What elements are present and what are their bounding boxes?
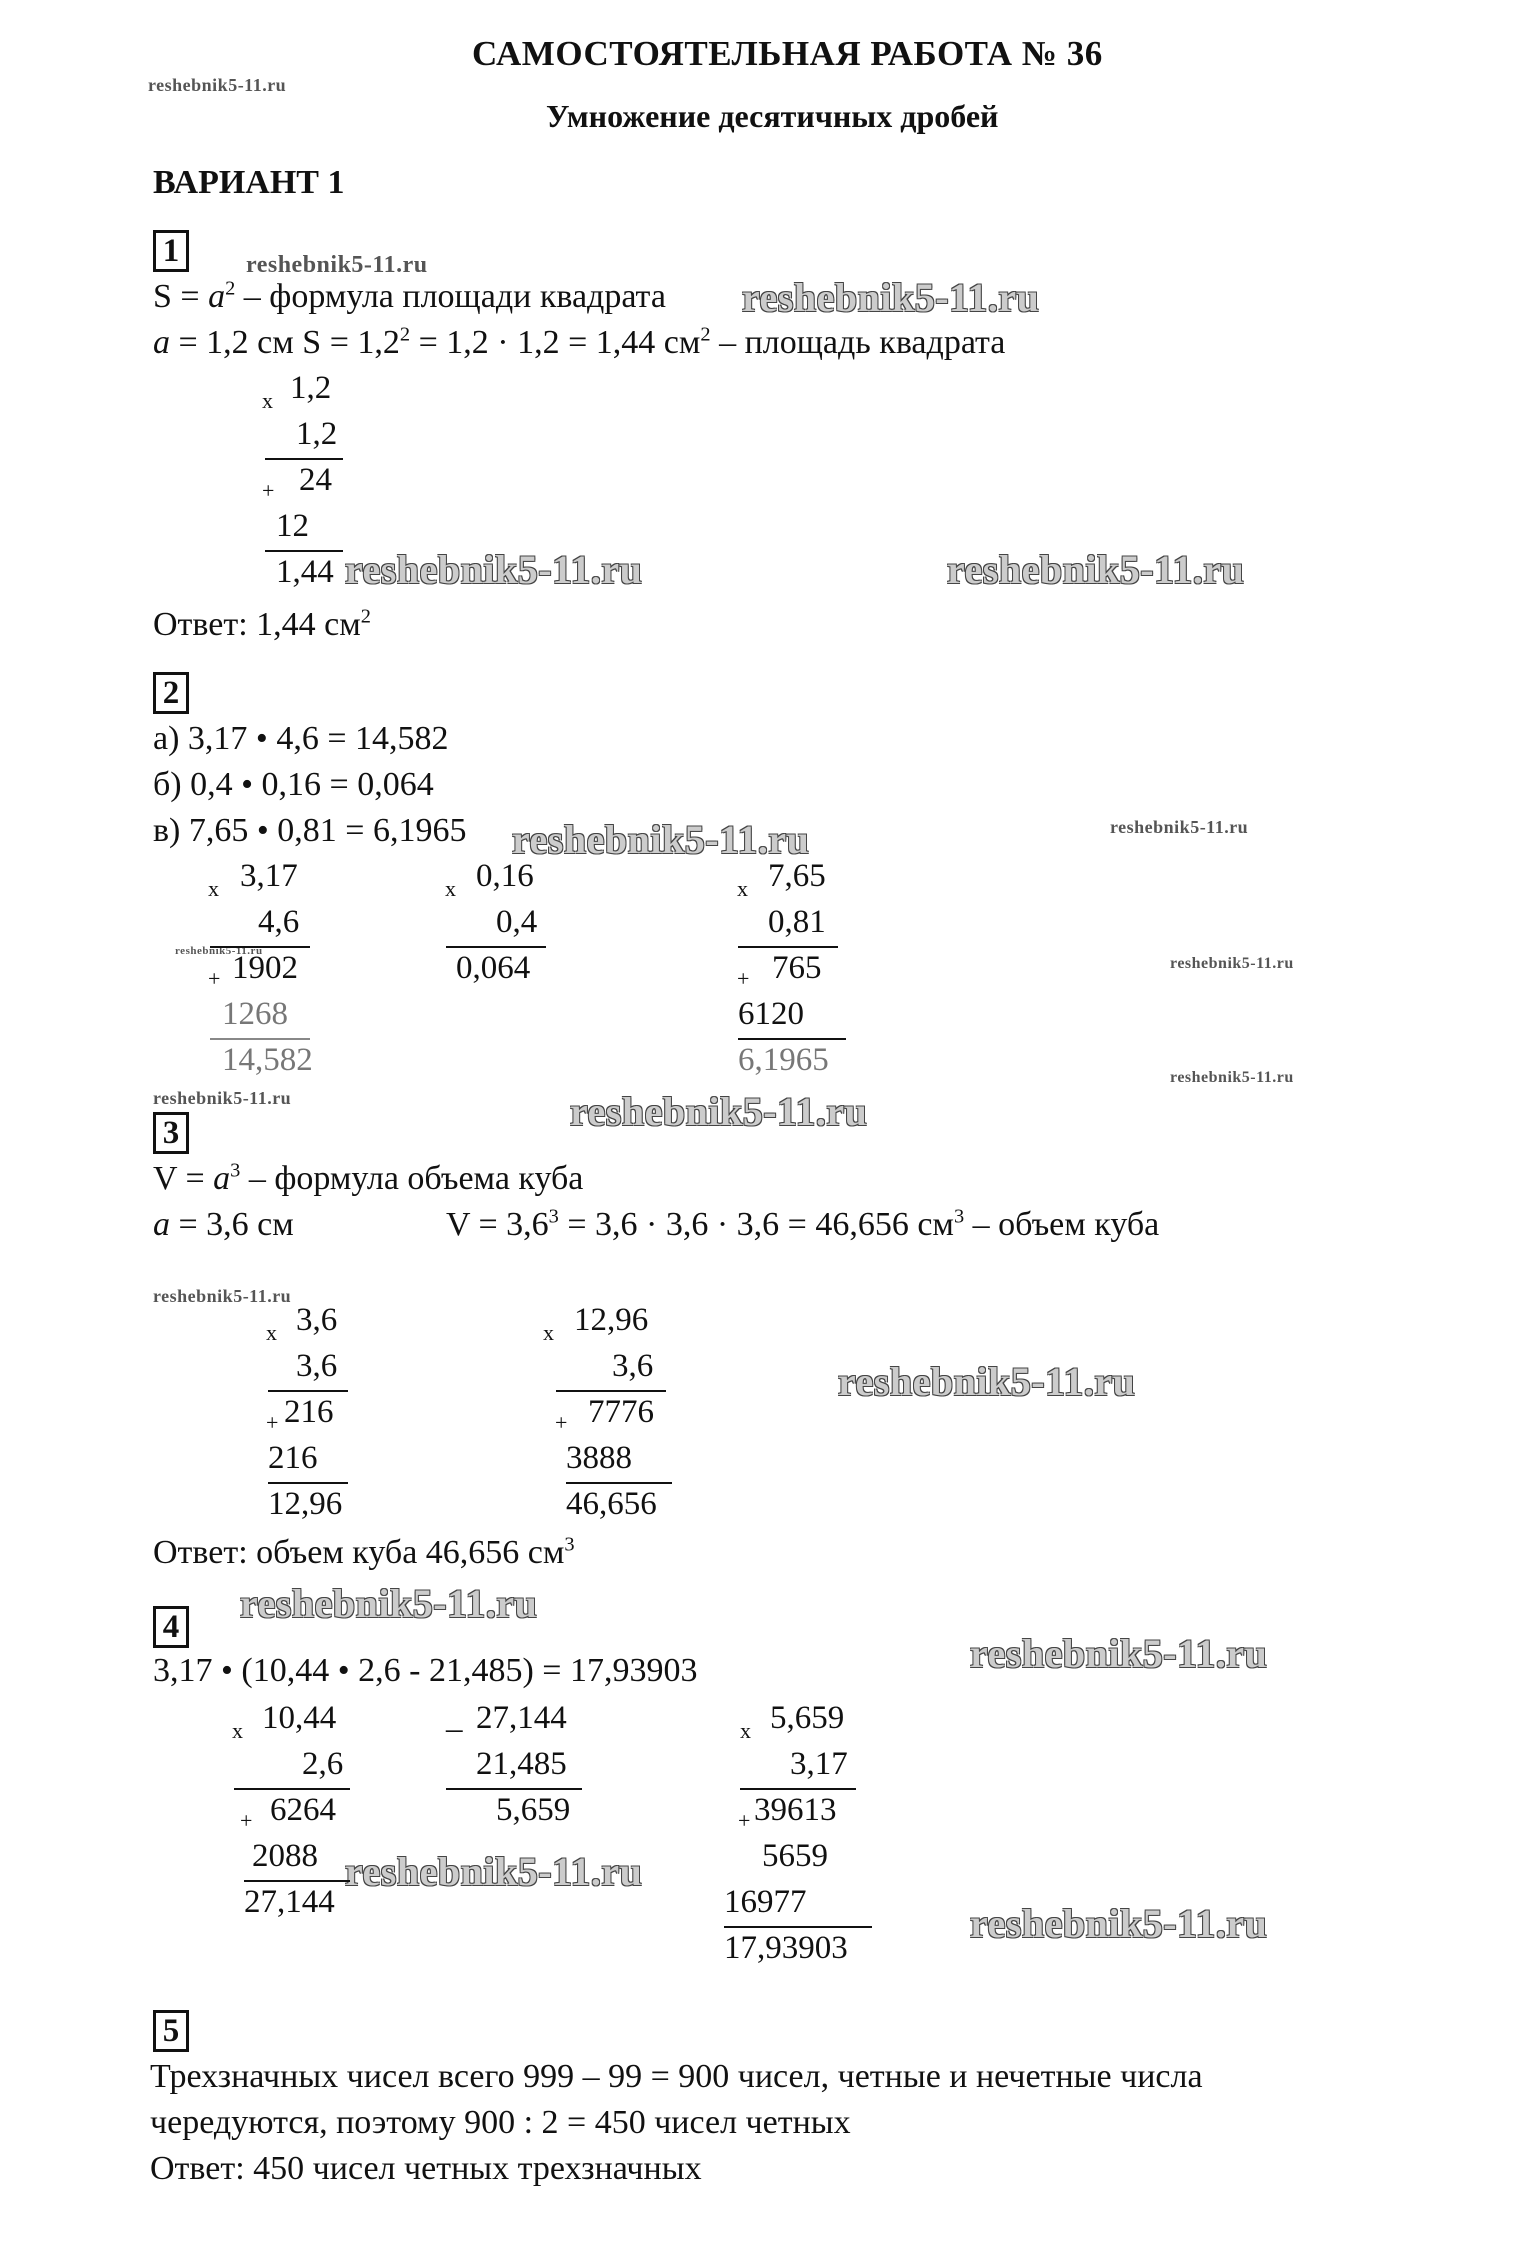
watermark: reshebnik5-11.ru (742, 275, 1040, 320)
task3-solution-part: V = 3,6 (446, 1206, 549, 1243)
task5-answer: Ответ: 450 чисел четных трехзначных (150, 2150, 702, 2187)
page-title: САМОСТОЯТЕЛЬНАЯ РАБОТА № 36 (472, 34, 1103, 73)
task3-formula-lhs: V = (153, 1160, 214, 1197)
calc-row: 2088 (252, 1838, 318, 1874)
task3-exp: 3 (230, 1159, 241, 1182)
watermark: reshebnik5-11.ru (175, 945, 263, 957)
task1-exp: 2 (399, 323, 411, 346)
task3-formula (153, 1160, 583, 1198)
calc-line (446, 946, 546, 948)
task1-exp: 2 (700, 323, 711, 346)
task3-var: a (213, 1160, 231, 1197)
watermark: reshebnik5-11.ru (153, 1088, 292, 1108)
multiply-sign: x (543, 1320, 554, 1345)
calc-row: 3,6 (612, 1348, 654, 1384)
task1-solution (153, 324, 1005, 362)
calc-row: 1,44 (276, 554, 334, 590)
watermark: reshebnik5-11.ru (838, 1359, 1136, 1404)
calc-row: 216 (268, 1440, 318, 1476)
calc-row: 24 (299, 462, 332, 498)
calc-line (265, 550, 343, 552)
calc-row: 16977 (724, 1884, 807, 1920)
multiply-sign: x (740, 1718, 751, 1743)
task4-expression: 3,17 • (10,44 • 2,6 - 21,485) = 17,93903 (153, 1652, 698, 1689)
calc-row: 216 (284, 1394, 334, 1430)
task-number-4: 4 (153, 1606, 189, 1648)
task1-solution-part: – площадь квадрата (710, 324, 1006, 361)
plus-sign: + (737, 966, 750, 991)
plus-sign: + (240, 1808, 253, 1833)
calc-row: 5,659 (770, 1700, 845, 1736)
watermark: reshebnik5-11.ru (153, 1286, 292, 1306)
calc-row: 27,144 (476, 1700, 567, 1736)
calc-row: 1,2 (296, 416, 338, 452)
calc-line (210, 946, 310, 948)
calc-line (738, 1038, 846, 1040)
calc-row: 7,65 (768, 858, 826, 894)
task3-var: a (153, 1206, 170, 1243)
task5-line1: Трехзначных чисел всего 999 – 99 = 900 чисел, четные и нечетные числа (150, 2058, 1203, 2095)
page-subtitle: Умножение десятичных дробей (546, 98, 999, 134)
calc-row: 3,6 (296, 1302, 338, 1338)
watermark: reshebnik5-11.ru (246, 252, 428, 278)
plus-sign: + (262, 478, 275, 503)
multiply-sign: x (232, 1718, 243, 1743)
answer-text: Ответ: 1,44 см (153, 606, 361, 643)
calc-row: 5659 (762, 1838, 828, 1874)
calc-row: 3,17 (240, 858, 298, 894)
calc-line (446, 1788, 582, 1790)
task3-given-value: = 3,6 см (170, 1206, 294, 1243)
watermark: reshebnik5-11.ru (345, 1849, 643, 1894)
calc-row: 6264 (270, 1792, 336, 1828)
answer-exp: 3 (564, 1533, 575, 1556)
watermark: reshebnik5-11.ru (970, 1631, 1268, 1676)
multiply-sign: x (208, 876, 219, 901)
calc-row: 6,1965 (738, 1042, 829, 1078)
calc-row: 765 (772, 950, 822, 986)
watermark: reshebnik5-11.ru (970, 1901, 1268, 1946)
task2-c: в) 7,65 • 0,81 = 6,1965 (153, 812, 467, 849)
calc-row: 21,485 (476, 1746, 567, 1782)
task3-given (153, 1206, 294, 1244)
task1-solution-part: = 1,2 см S = 1,2 (170, 324, 400, 361)
calc-line (244, 1880, 350, 1882)
calc-row: 12 (276, 508, 309, 544)
calc-row: 0,064 (456, 950, 531, 986)
calc-row: 27,144 (244, 1884, 335, 1920)
watermark: reshebnik5-11.ru (1110, 817, 1249, 837)
calc-row: 4,6 (258, 904, 300, 940)
plus-sign: + (738, 1808, 751, 1833)
calc-line (740, 1788, 856, 1790)
calc-row: 6120 (738, 996, 804, 1032)
watermark: reshebnik5-11.ru (512, 817, 810, 862)
task1-formula-text: – формула площади квадрата (235, 278, 666, 315)
watermark: reshebnik5-11.ru (1170, 1069, 1294, 1086)
watermark: reshebnik5-11.ru (947, 547, 1245, 592)
calc-row: 46,656 (566, 1486, 657, 1522)
calc-row: 1,2 (290, 370, 332, 406)
calc-line (234, 1788, 350, 1790)
minus-sign: _ (446, 1700, 463, 1736)
task3-solution-part: = 3,6 · 3,6 · 3,6 = 46,656 см (558, 1206, 954, 1243)
calc-row: 39613 (754, 1792, 837, 1828)
task1-answer (153, 606, 371, 644)
calc-row: 12,96 (268, 1486, 343, 1522)
calc-row: 14,582 (222, 1042, 313, 1078)
task2-a: а) 3,17 • 4,6 = 14,582 (153, 720, 449, 757)
calc-row: 0,16 (476, 858, 534, 894)
multiply-sign: x (445, 876, 456, 901)
watermark: reshebnik5-11.ru (240, 1581, 538, 1626)
calc-row: 7776 (588, 1394, 654, 1430)
calc-line (556, 1390, 666, 1392)
watermark: reshebnik5-11.ru (1170, 955, 1294, 972)
calc-row: 0,4 (496, 904, 538, 940)
task3-exp: 3 (953, 1205, 965, 1228)
calc-line (268, 1390, 348, 1392)
task-number-2: 2 (153, 672, 189, 714)
task3-solution-part: – объем куба (964, 1206, 1160, 1243)
calc-row: 5,659 (496, 1792, 571, 1828)
calc-row: 1902 (232, 950, 298, 986)
task1-var: a (153, 324, 170, 361)
calc-row: 3,17 (790, 1746, 848, 1782)
task3-exp: 3 (548, 1205, 559, 1228)
calc-row: 0,81 (768, 904, 826, 940)
calc-row: 1268 (222, 996, 288, 1032)
calc-line (268, 1482, 348, 1484)
task2-b: б) 0,4 • 0,16 = 0,064 (153, 766, 434, 803)
task5-line2: чередуются, поэтому 900 : 2 = 450 чисел четных (150, 2104, 851, 2141)
task1-formula (153, 278, 666, 316)
task1-solution-part: = 1,2 · 1,2 = 1,44 см (410, 324, 701, 361)
calc-row: 3,6 (296, 1348, 338, 1384)
calc-line (210, 1038, 310, 1040)
calc-line (566, 1482, 672, 1484)
calc-row: 3888 (566, 1440, 632, 1476)
plus-sign: + (208, 966, 221, 991)
calc-line (724, 1926, 872, 1928)
watermark: reshebnik5-11.ru (345, 547, 643, 592)
calc-row: 17,93903 (724, 1930, 848, 1966)
multiply-sign: x (737, 876, 748, 901)
task1-formula-lhs: S = (153, 278, 209, 315)
calc-row: 2,6 (302, 1746, 344, 1782)
task1-var: a (208, 278, 226, 315)
watermark: reshebnik5-11.ru (148, 75, 287, 95)
plus-sign: + (266, 1410, 279, 1435)
answer-exp: 2 (360, 605, 371, 628)
calc-line (738, 946, 838, 948)
watermark: reshebnik5-11.ru (570, 1089, 868, 1134)
task3-formula-text: – формула объема куба (240, 1160, 584, 1197)
task3-answer (153, 1534, 575, 1572)
task1-exp: 2 (225, 277, 236, 300)
multiply-sign: x (266, 1320, 277, 1345)
task3-solution (446, 1206, 1159, 1244)
plus-sign: + (555, 1410, 568, 1435)
variant-heading: ВАРИАНТ 1 (153, 164, 345, 201)
task-number-3: 3 (153, 1112, 189, 1154)
calc-line (265, 458, 343, 460)
task-number-1: 1 (153, 230, 189, 272)
task-number-5: 5 (153, 2010, 189, 2052)
multiply-sign: x (262, 388, 273, 413)
answer-text: Ответ: объем куба 46,656 см (153, 1534, 565, 1571)
calc-row: 10,44 (262, 1700, 337, 1736)
calc-row: 12,96 (574, 1302, 649, 1338)
